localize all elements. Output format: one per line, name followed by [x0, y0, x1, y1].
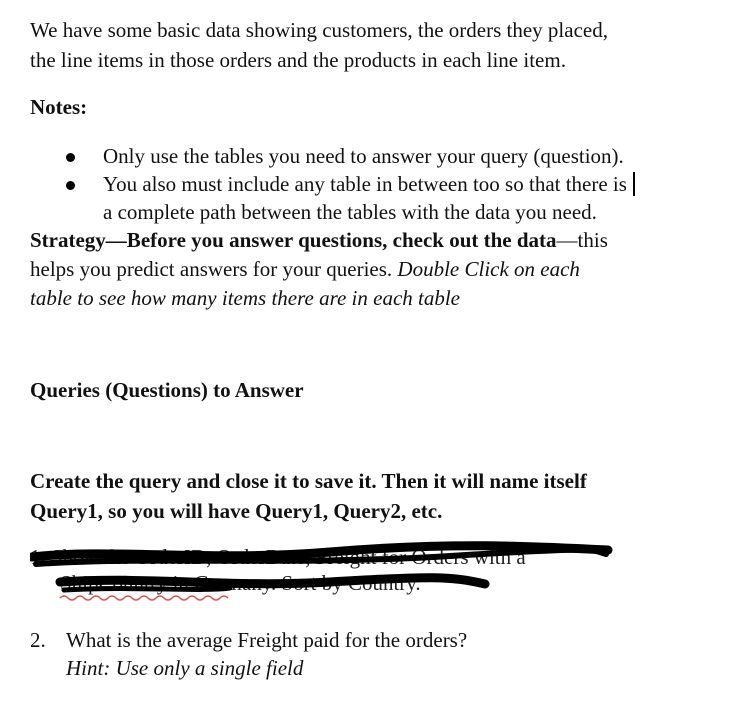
- strategy-plain: helps you predict answers for your queries.: [30, 257, 398, 281]
- question-2-number: 2.: [30, 628, 46, 652]
- note-item-2-text: You also must include any table in between too so that there is: [103, 172, 627, 196]
- question-2-text: What is the average Freight paid for the orders?: [66, 628, 468, 652]
- instructions-line-2: Query1, so you will have Query1, Query2, etc.: [30, 499, 443, 523]
- note-item-2-line-2: a complete path between the tables with the data you need.: [103, 200, 597, 224]
- intro-line-2: the line items in those orders and the products in each line item.: [30, 48, 566, 72]
- strategy-line-3: table to see how many items there are in each table: [30, 286, 461, 310]
- strategy-line-2: [30, 256, 580, 283]
- question-2-hint: Hint: Use only a single field: [66, 656, 304, 680]
- crossed-out-line-2: ShipCountry in Germany. Sort by Country.: [60, 571, 421, 595]
- strategy-rest: —this: [556, 228, 608, 252]
- bullet-icon: [66, 153, 75, 162]
- intro-line-1: We have some basic data showing customers, the orders they placed,: [30, 18, 608, 42]
- strategy-italic-1: Double Click on each: [397, 257, 580, 281]
- strategy-bold: Strategy—Before you answer questions, check out the data: [30, 228, 557, 252]
- note-item-1: Only use the tables you need to answer your query (question).: [103, 144, 624, 168]
- notes-heading: Notes:: [30, 95, 88, 119]
- crossed-out-line-1: 1. Show the OrderID, OrderDate, Freight for Orders with a: [30, 545, 526, 569]
- instructions-line-1: Create the query and close it to save it. Then it will name itself: [30, 469, 587, 493]
- note-item-2-line-1: [103, 171, 635, 198]
- bullet-icon: [66, 181, 75, 190]
- queries-heading: Queries (Questions) to Answer: [30, 378, 304, 402]
- scribble-strikethrough: [30, 540, 630, 610]
- text-cursor: [633, 172, 635, 196]
- strategy-line-1: [30, 227, 608, 254]
- crossed-out-item: [30, 540, 630, 610]
